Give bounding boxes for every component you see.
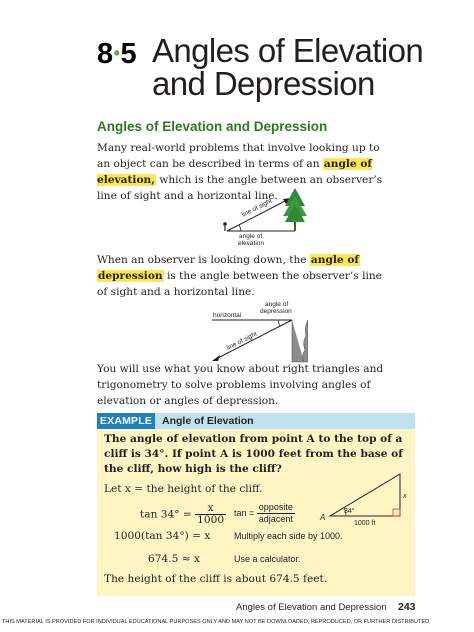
angle-label-line1: angle of (239, 233, 263, 240)
section-heading: Angles of Elevation and Depression (97, 119, 328, 134)
intro-paragraph: Many real-world problems that involve looking up to an object can be described in terms of an angle of elevation, which is the angle between an observer’s line of sight and a horizontal line. (97, 142, 383, 202)
equation-3: 674.5 ≈ x (148, 553, 200, 565)
equation-3-note: Use a calculator. (234, 554, 301, 564)
example-tab: EXAMPLE (97, 413, 155, 429)
term-angle-of-depression-1: angle of (310, 254, 359, 266)
cliff-triangle-diagram (318, 468, 414, 530)
copyright-notice: THIS MATERIAL IS PROVIDED FOR INDIVIDUAL EDUCATIONAL PURPOSES ONLY AND MAY NOT BE DOWNLOADED, REPRODUCED, OR FURTHER DISTRIBUTED. (2, 619, 431, 625)
footer-chapter-title: Angles of Elevation and Depression (236, 602, 387, 613)
conclusion: The height of the cliff is about 674.5 feet. (104, 573, 328, 585)
line-of-sight-label: line of sight (240, 197, 274, 219)
angle-label-line2: elevation (238, 240, 265, 246)
equation-1: tan 34° = $\frac{x}{1000}$ (140, 502, 225, 526)
depression-diagram (208, 298, 308, 364)
depression-paragraph: When an observer is looking down, the angle of depression is the angle between the observer’s line of sight and a horizontal line. (97, 254, 382, 298)
equation-2-note: Multiply each side by 1000. (234, 531, 343, 541)
depression-line-of-sight-label: line of sight (225, 330, 259, 352)
triangle-height-label: x (403, 493, 407, 500)
lesson-number: 8•5 (97, 38, 137, 70)
tan-definition: tan = $\frac{\text{opposite}}{\text{adjacent}}$ (234, 502, 293, 524)
triangle-angle-label: 34° (344, 508, 355, 515)
term-angle-of-depression-2: depression (98, 270, 163, 282)
triangle-base-label: 1000 ft (354, 520, 376, 527)
let-statement: Let x = the height of the cliff. (104, 483, 263, 495)
page-number: 243 (398, 601, 416, 613)
example-problem: The angle of elevation from point A to the top of a cliff is 34°. If point A is 1000 feet from the base of the cliff, how high is the cliff? (104, 433, 403, 475)
triangle-point-label: A (320, 513, 326, 522)
elevation-diagram (215, 186, 315, 246)
equation-2: 1000(tan 34°) = x (114, 530, 211, 542)
depression-angle-label-2: depression (260, 308, 292, 315)
term-angle-of-elevation: angle of elevation, (97, 158, 372, 186)
example-heading: Angle of Elevation (162, 415, 254, 427)
horizontal-label: horizontal (213, 312, 242, 319)
closing-paragraph: You will use what you know about right triangles and trigonometry to solve problems involving angles of elevation or angles of depression. (97, 363, 384, 407)
depression-angle-label-1: angle of (265, 301, 289, 308)
page-title: Angles of Elevation and Depression (152, 32, 424, 102)
